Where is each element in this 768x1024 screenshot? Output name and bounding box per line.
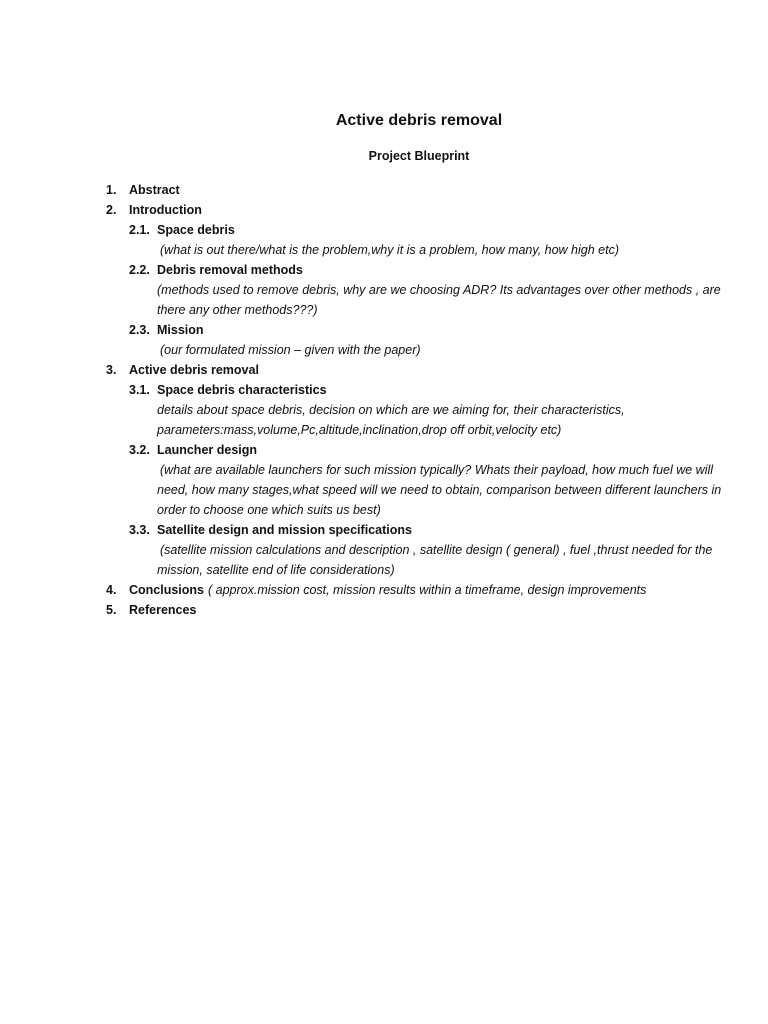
outline-item-space-debris bbox=[0, 220, 768, 240]
outline-description: (what is out there/what is the problem,why it is a problem, how many, how high etc) bbox=[160, 243, 620, 257]
document-subtitle: Project Blueprint bbox=[368, 149, 470, 163]
outline-description: ( approx.mission cost, mission results within a timeframe, design improvements bbox=[208, 583, 647, 597]
outline-number: 2.3. bbox=[129, 323, 150, 337]
outline-description: (what are available launchers for such mission typically? Whats their payload, how much fuel we will bbox=[160, 463, 714, 477]
outline-item-references bbox=[0, 600, 768, 620]
outline-description-line bbox=[0, 240, 768, 260]
outline-item-launcher-design bbox=[0, 440, 768, 460]
outline-description: details about space debris, decision on which are we aiming for, their characteristics, bbox=[157, 403, 625, 417]
outline-label: Conclusions bbox=[129, 583, 205, 597]
outline-number: 4. bbox=[106, 583, 117, 597]
outline-description: mission, satellite end of life considerations) bbox=[157, 563, 395, 577]
outline-item-conclusions bbox=[0, 580, 768, 600]
outline-label: References bbox=[129, 603, 197, 617]
outline-description: (our formulated mission – given with the paper) bbox=[160, 343, 421, 357]
outline-label: Space debris bbox=[157, 223, 235, 237]
outline-description: need, how many stages,what speed will we need to obtain, comparison between different launchers in bbox=[157, 483, 722, 497]
outline-item-space-debris-characteristics bbox=[0, 380, 768, 400]
outline-number: 2.1. bbox=[129, 223, 150, 237]
outline-description-line bbox=[0, 460, 768, 480]
outline-item-satellite-design bbox=[0, 520, 768, 540]
outline-description-line bbox=[0, 500, 768, 520]
outline-description: there any other methods???) bbox=[157, 303, 318, 317]
outline-list bbox=[0, 180, 768, 620]
outline-number: 3. bbox=[106, 363, 117, 377]
outline-number: 2.2. bbox=[129, 263, 150, 277]
outline-number: 3.1. bbox=[129, 383, 150, 397]
outline-label-with-description bbox=[129, 580, 646, 600]
outline-description-line bbox=[0, 340, 768, 360]
outline-label: Active debris removal bbox=[129, 363, 259, 377]
outline-label: Satellite design and mission specifications bbox=[157, 523, 412, 537]
outline-item-introduction bbox=[0, 200, 768, 220]
outline-description-line bbox=[0, 300, 768, 320]
outline-number: 5. bbox=[106, 603, 117, 617]
outline-number: 1. bbox=[106, 183, 117, 197]
outline-label: Introduction bbox=[129, 203, 202, 217]
outline-label: Launcher design bbox=[157, 443, 258, 457]
outline-number: 3.3. bbox=[129, 523, 150, 537]
outline-description: (satellite mission calculations and description , satellite design ( general) , fuel ,thrust needed for the bbox=[160, 543, 713, 557]
outline-label: Abstract bbox=[129, 183, 180, 197]
outline-description: parameters:mass,volume,Pc,altitude,inclination,drop off orbit,velocity etc) bbox=[157, 423, 562, 437]
outline-item-debris-removal-methods bbox=[0, 260, 768, 280]
outline-label: Mission bbox=[157, 323, 204, 337]
outline-description-line bbox=[0, 560, 768, 580]
outline-item-abstract bbox=[0, 180, 768, 200]
outline-label: Space debris characteristics bbox=[157, 383, 327, 397]
outline-description-line bbox=[0, 400, 768, 420]
outline-number: 3.2. bbox=[129, 443, 150, 457]
outline-item-mission bbox=[0, 320, 768, 340]
outline-label: Debris removal methods bbox=[157, 263, 303, 277]
outline-description-line bbox=[0, 280, 768, 300]
outline-item-active-debris-removal bbox=[0, 360, 768, 380]
outline-number: 2. bbox=[106, 203, 117, 217]
outline-description: (methods used to remove debris, why are we choosing ADR? Its advantages over other methods , are bbox=[157, 283, 721, 297]
outline-description-line bbox=[0, 540, 768, 560]
outline-description-line bbox=[0, 420, 768, 440]
document-title: Active debris removal bbox=[335, 112, 503, 129]
outline-description-line bbox=[0, 480, 768, 500]
outline-description: order to choose one which suits us best) bbox=[157, 503, 381, 517]
